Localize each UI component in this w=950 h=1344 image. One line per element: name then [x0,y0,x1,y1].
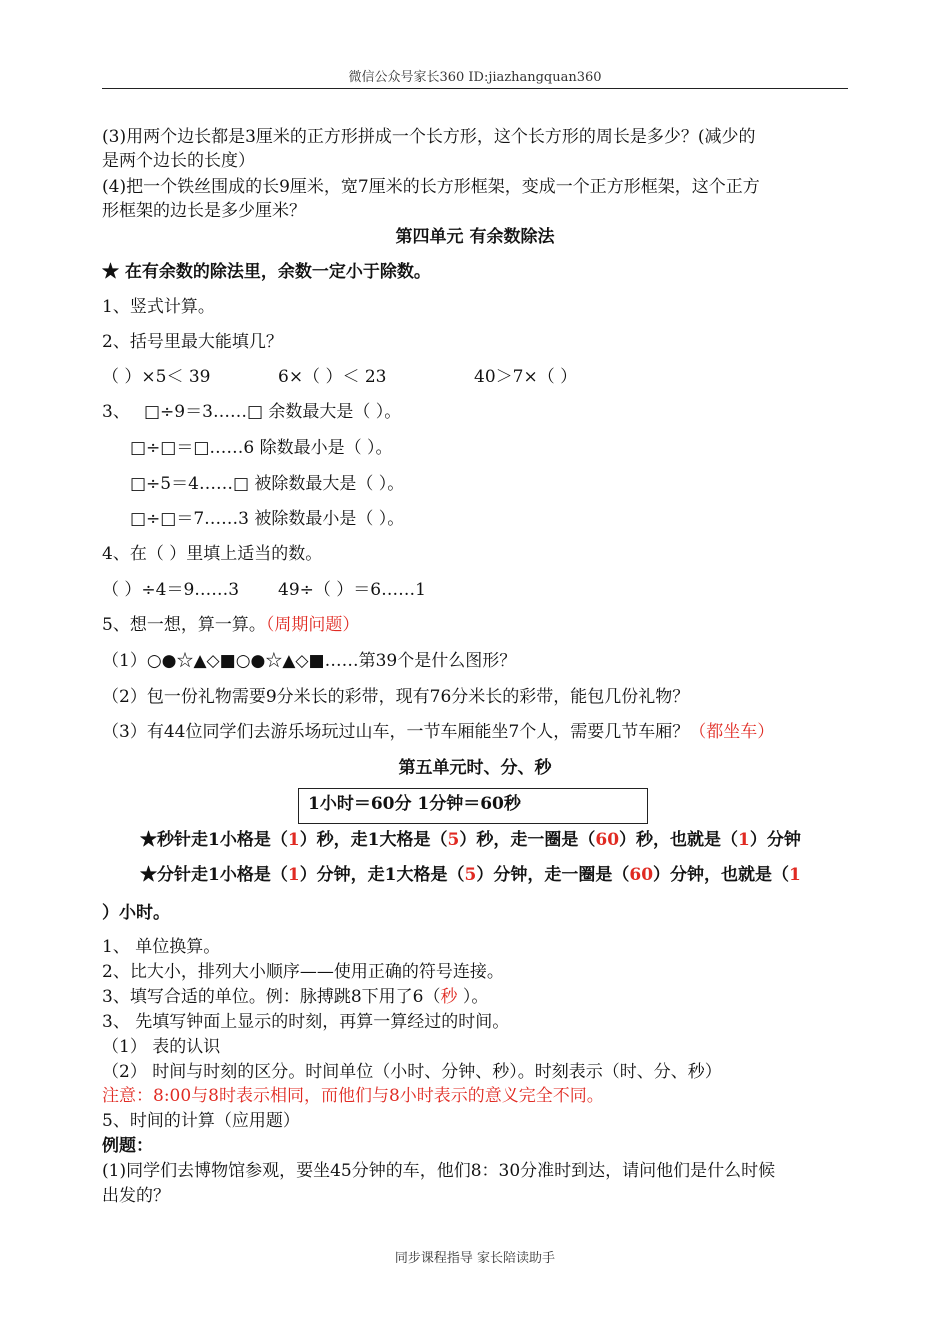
unit5-note: 注意：8:00与8时表示相同，而他们与8小时表示的意义完全不同。 [102,1086,604,1106]
unit4-item3-num: 3、 [102,402,130,422]
unit5-item1: 1、 单位换算。 [102,937,221,957]
text-segment: ）秒，走一圈是（ [459,830,596,850]
unit4-item2: 2、括号里最大能填几？ [102,332,283,352]
unit5-example-label: 例题： [102,1136,153,1156]
unit5-item3a-post: ）。 [457,987,489,1007]
unit4-item3-line: □÷9＝3……□ 余数最大是（ ）。 [144,402,402,422]
unit4-key-point: ★ 在有余数的除法里，余数一定小于除数。 [102,262,431,282]
text-segment: ）分钟，走一圈是（ [476,865,630,885]
unit4-item5 [102,613,359,637]
unit3-q4-line1: (4)把一个铁丝围成的长9厘米，宽7厘米的长方形框架，变成一个正方形框架，这个正方 [102,177,760,197]
unit4-item3-line: □÷5＝4……□ 被除数最大是（ ）。 [130,474,405,494]
unit5-item5: 5、时间的计算（应用题） [102,1111,300,1131]
unit3-q4-line2: 形框架的边长是多少厘米？ [102,201,306,221]
text-segment: ）秒，也就是（ [619,830,739,850]
text-segment: ★分针走1小格是（ [140,865,288,885]
unit4-item5-q3-text: （3）有44位同学们去游乐场玩过山车，一节车厢能坐7个人，需要几节车厢？ [102,722,690,742]
unit4-item5-text: 5、想一想，算一算。 [102,615,266,635]
text-segment: ）分钟，也就是（ [653,865,790,885]
answer: 1 [738,830,750,850]
unit4-item4: 4、在（ ）里填上适当的数。 [102,544,323,564]
unit5-example-line1: (1)同学们去博物馆参观，要坐45分钟的车，他们8：30分准时到达，请问他们是什么时候 [102,1161,776,1181]
unit4-item5-q1: （1）○●☆▲◇■○●☆▲◇■……第39个是什么图形？ [102,651,517,671]
unit5-example-line2: 出发的？ [102,1186,170,1206]
unit4-item5-q3 [102,720,774,744]
unit4-item2-c: 40＞7×（ ） [474,367,578,387]
unit5-item3b: 3、 先填写钟面上显示的时刻，再算一算经过的时间。 [102,1012,510,1032]
answer: 1 [789,865,801,885]
unit5-box-text: 1小时＝60分 1分钟＝60秒 [308,794,521,814]
unit4-item4-a: （ ）÷4＝9……3 [102,580,240,600]
unit5-sub1: （1） 表的认识 [102,1037,221,1057]
answer: 60 [629,865,654,885]
unit5-item3a-answer: 秒 [440,987,458,1007]
unit4-item2-b: 6×（ ）＜ 23 [278,367,387,387]
unit4-item5-q3-note: （都坐车） [689,722,775,742]
page-header: 微信公众号家长360 ID:jiazhangquan360 [102,66,848,89]
unit5-item2: 2、比大小，排列大小顺序——使用正确的符号连接。 [102,962,504,982]
unit5-second-hand-line [140,828,801,852]
text-segment: ）分钟，走1大格是（ [299,865,465,885]
unit5-title: 第五单元时、分、秒 [398,758,552,778]
unit4-item5-q2: （2）包一份礼物需要9分米长的彩带，现有76分米长的彩带，能包几份礼物？ [102,687,690,707]
unit5-minute-hand-line-end: ）小时。 [102,903,170,923]
unit4-item4-b: 49÷（ ）＝6……1 [278,580,426,600]
unit3-q3-line2: 是两个边长的长度） [102,151,255,171]
page-footer: 同步课程指导 家长陪读助手 [394,1251,556,1266]
unit4-item3-line: □÷□＝□……6 除数最小是（ ）。 [130,438,393,458]
answer: 5 [447,830,460,850]
answer: 5 [464,865,477,885]
text-segment: ）分钟 [749,830,801,850]
unit4-item5-note: （周期问题） [265,615,360,635]
unit5-sub2: （2） 时间与时刻的区分。时间单位（小时、分钟、秒）。时刻表示（时、分、秒） [102,1062,722,1082]
answer: 1 [287,830,300,850]
text-segment: ★秒针走1小格是（ [140,830,288,850]
answer: 1 [287,865,300,885]
text-segment: ）秒，走1大格是（ [299,830,448,850]
unit4-item3-line: □÷□＝7……3 被除数最小是（ ）。 [130,509,405,529]
answer: 60 [595,830,620,850]
unit3-q3-line1: (3)用两个边长都是3厘米的正方形拼成一个长方形，这个长方形的周长是多少？(减少的 [102,127,756,147]
unit4-item2-a: （ ）×5＜ 39 [102,367,211,387]
unit5-item3a [102,985,488,1009]
unit5-item3a-pre: 3、填写合适的单位。例：脉搏跳8下用了6（ [102,987,441,1007]
unit4-item1: 1、竖式计算。 [102,297,215,317]
unit4-title: 第四单元 有余数除法 [395,227,555,247]
unit5-minute-hand-line [140,863,801,887]
